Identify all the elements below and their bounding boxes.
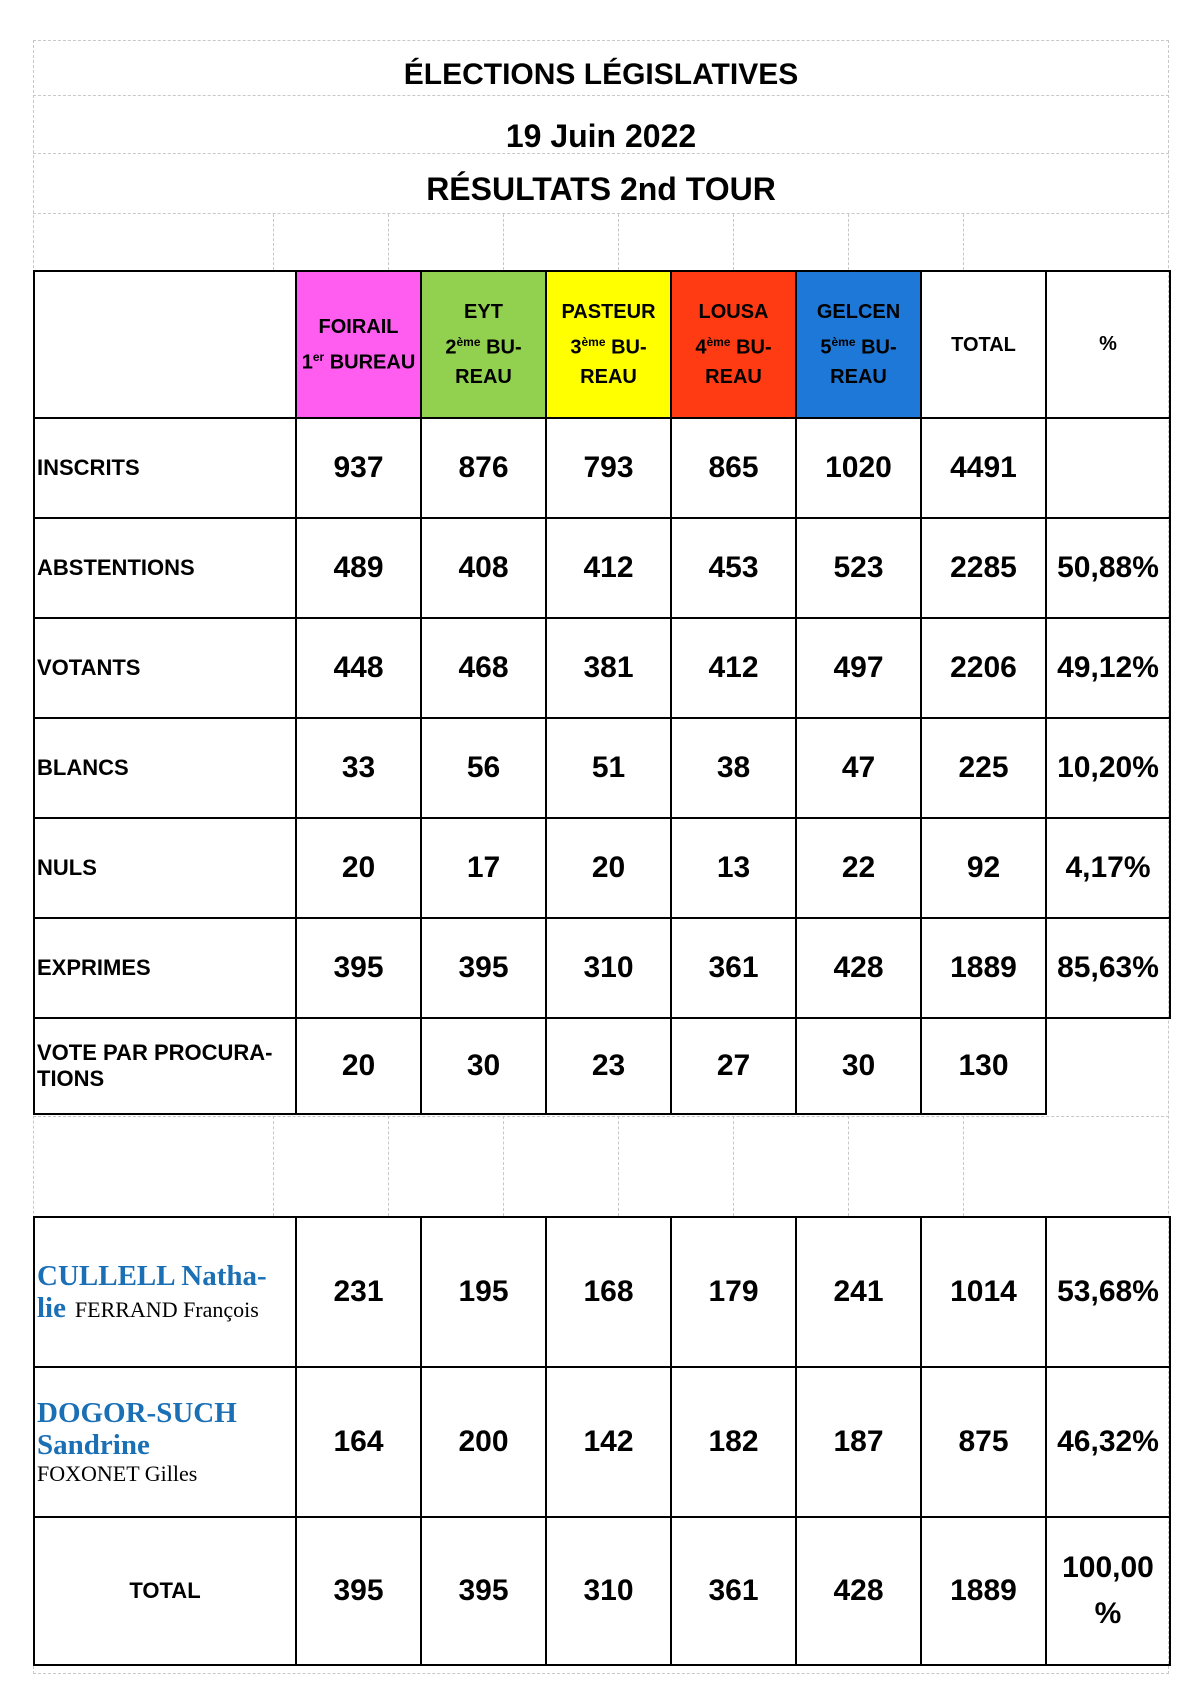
value-cell: 793 [546,418,671,518]
column-ordinal: 2 [445,336,457,359]
column-ordinal: 1 [301,351,313,374]
value-cell: 10,20% [1046,718,1170,818]
value-cell: 27 [671,1018,796,1114]
column-bureau: BU- [855,336,897,359]
value-cell: 142 [546,1367,671,1517]
column-bureau-cont: REAU [830,366,887,389]
column-ordinal-suffix: ème [706,334,731,349]
value-cell: 30 [796,1018,921,1114]
stats-row [34,618,1170,718]
candidate-row [34,1217,1170,1367]
value-cell: 1020 [796,418,921,518]
column-ordinal: 3 [570,336,582,359]
row-label [34,1018,296,1114]
value-cell: 395 [421,918,546,1018]
results-table [33,270,1171,419]
value-cell: 51 [546,718,671,818]
value-cell: 231 [296,1217,421,1367]
candidate-name-cell [34,1367,296,1517]
value-cell: 412 [671,618,796,718]
value-cell: 179 [671,1217,796,1367]
candidates-table [33,1216,1171,1666]
value-cell: 182 [671,1367,796,1517]
candidate-name-line-2: Sandrine [37,1429,150,1461]
grid-guide [848,214,849,270]
column-header-total: TOTAL [921,271,1046,418]
stats-row [34,818,1170,918]
value-cell: 195 [421,1217,546,1367]
value-cell: 33 [296,718,421,818]
value-cell: 13 [671,818,796,918]
column-header-gelcen [796,271,921,418]
row-label: VOTANTS [34,618,296,718]
value-cell: 428 [796,1517,921,1665]
value-cell [1046,418,1170,518]
value-cell: 56 [421,718,546,818]
candidate-name-line-2: lie [37,1292,66,1324]
value-cell: 53,68% [1046,1217,1170,1367]
value-cell: 412 [546,518,671,618]
value-cell: 23 [546,1018,671,1114]
value-cell: 428 [796,918,921,1018]
value-cell: 20 [546,818,671,918]
page-subtitle: RÉSULTATS 2nd TOUR [33,154,1169,214]
candidate-name-line-1: CULLELL Natha- [37,1260,267,1292]
value-cell: 448 [296,618,421,718]
grid-guide [733,1116,734,1216]
value-cell: 310 [546,918,671,1018]
value-cell: 361 [671,918,796,1018]
value-cell: 875 [921,1367,1046,1517]
stats-row [34,918,1170,1018]
row-label: INSCRITS [34,418,296,518]
value-cell: 47 [796,718,921,818]
row-label: EXPRIMES [34,918,296,1018]
total-percent [1046,1517,1170,1665]
column-header-eyt [421,271,546,418]
value-cell: 865 [671,418,796,518]
column-ordinal-suffix: ème [456,334,481,349]
value-cell: 310 [546,1517,671,1665]
value-cell: 395 [421,1517,546,1665]
column-ordinal-suffix: ème [831,334,856,349]
substitute-name: FOXONET Gilles [37,1461,198,1486]
column-ordinal: 5 [820,336,832,359]
column-header-pasteur [546,271,671,418]
value-cell: 85,63% [1046,918,1170,1018]
value-cell: 22 [796,818,921,918]
column-header-foirail [296,271,421,418]
value-cell: 46,32% [1046,1367,1170,1517]
grid-guide [273,1116,274,1216]
corner-cell [34,271,296,418]
column-name: LOUSA [698,300,769,323]
column-bureau-cont: REAU [705,366,762,389]
value-cell: 468 [421,618,546,718]
total-percent-sign: % [1094,1597,1122,1630]
value-cell: 164 [296,1367,421,1517]
value-cell: 241 [796,1217,921,1367]
value-cell: 130 [921,1018,1046,1114]
value-cell: 4491 [921,418,1046,518]
value-cell: 523 [796,518,921,618]
grid-guide [273,214,274,270]
grid-guide [963,214,964,270]
column-bureau: BU- [605,336,647,359]
value-cell: 395 [296,918,421,1018]
column-bureau: BU- [480,336,522,359]
page-title: ÉLECTIONS LÉGISLATIVES [33,40,1169,96]
value-cell: 2206 [921,618,1046,718]
column-ordinal-suffix: er [312,349,325,364]
grid-guide [618,1116,619,1216]
column-name: GELCEN [816,300,901,323]
grid-guide [733,214,734,270]
value-cell: 395 [296,1517,421,1665]
header-row [34,271,1170,418]
value-cell: 20 [296,1018,421,1114]
column-name: PASTEUR [561,300,656,323]
row-label: NULS [34,818,296,918]
total-percent-value: 100,00 [1062,1551,1154,1584]
grid-guide [33,1116,1169,1117]
stats-row [34,718,1170,818]
value-cell: 381 [546,618,671,718]
value-cell: 38 [671,718,796,818]
column-header-percent: % [1046,271,1170,418]
column-ordinal-suffix: ème [581,334,606,349]
grid-guide [503,1116,504,1216]
total-label: TOTAL [34,1517,296,1665]
candidate-name-line-1: DOGOR-SUCH [37,1397,237,1429]
grid-guide [618,214,619,270]
column-bureau: BU- [730,336,772,359]
stats-row [34,518,1170,618]
value-cell: 20 [296,818,421,918]
value-cell: 49,12% [1046,618,1170,718]
grid-guide [388,1116,389,1216]
stats-row [34,418,1170,518]
empty-cell [1046,1018,1170,1114]
value-cell: 168 [546,1217,671,1367]
value-cell: 17 [421,818,546,918]
value-cell: 2285 [921,518,1046,618]
value-cell: 1889 [921,918,1046,1018]
column-bureau-cont: REAU [580,366,637,389]
column-ordinal: 4 [695,336,707,359]
value-cell: 408 [421,518,546,618]
candidate-name-cell [34,1217,296,1367]
grid-guide [963,1116,964,1216]
value-cell: 361 [671,1517,796,1665]
substitute-name: FERRAND François [74,1297,259,1322]
row-label: ABSTENTIONS [34,518,296,618]
value-cell: 937 [296,418,421,518]
value-cell: 876 [421,418,546,518]
row-label-line-2: TIONS [37,1066,105,1091]
total-row [34,1517,1170,1665]
value-cell: 187 [796,1367,921,1517]
column-bureau-cont: REAU [455,366,512,389]
column-name: FOIRAIL [318,315,399,338]
election-date: 19 Juin 2022 [33,96,1169,154]
column-bureau: BUREAU [324,351,416,374]
value-cell: 30 [421,1018,546,1114]
grid-guide [848,1116,849,1216]
grid-guide [388,214,389,270]
row-label-line-1: VOTE PAR PROCURA- [37,1040,273,1065]
value-cell: 4,17% [1046,818,1170,918]
candidate-row [34,1367,1170,1517]
value-cell: 497 [796,618,921,718]
stats-table [33,417,1171,1115]
column-header-lousa [671,271,796,418]
column-name: EYT [464,300,503,323]
grid-guide [503,214,504,270]
value-cell: 1889 [921,1517,1046,1665]
value-cell: 489 [296,518,421,618]
value-cell: 225 [921,718,1046,818]
stats-row [34,1018,1170,1114]
value-cell: 200 [421,1367,546,1517]
value-cell: 92 [921,818,1046,918]
value-cell: 1014 [921,1217,1046,1367]
row-label: BLANCS [34,718,296,818]
value-cell: 50,88% [1046,518,1170,618]
value-cell: 453 [671,518,796,618]
